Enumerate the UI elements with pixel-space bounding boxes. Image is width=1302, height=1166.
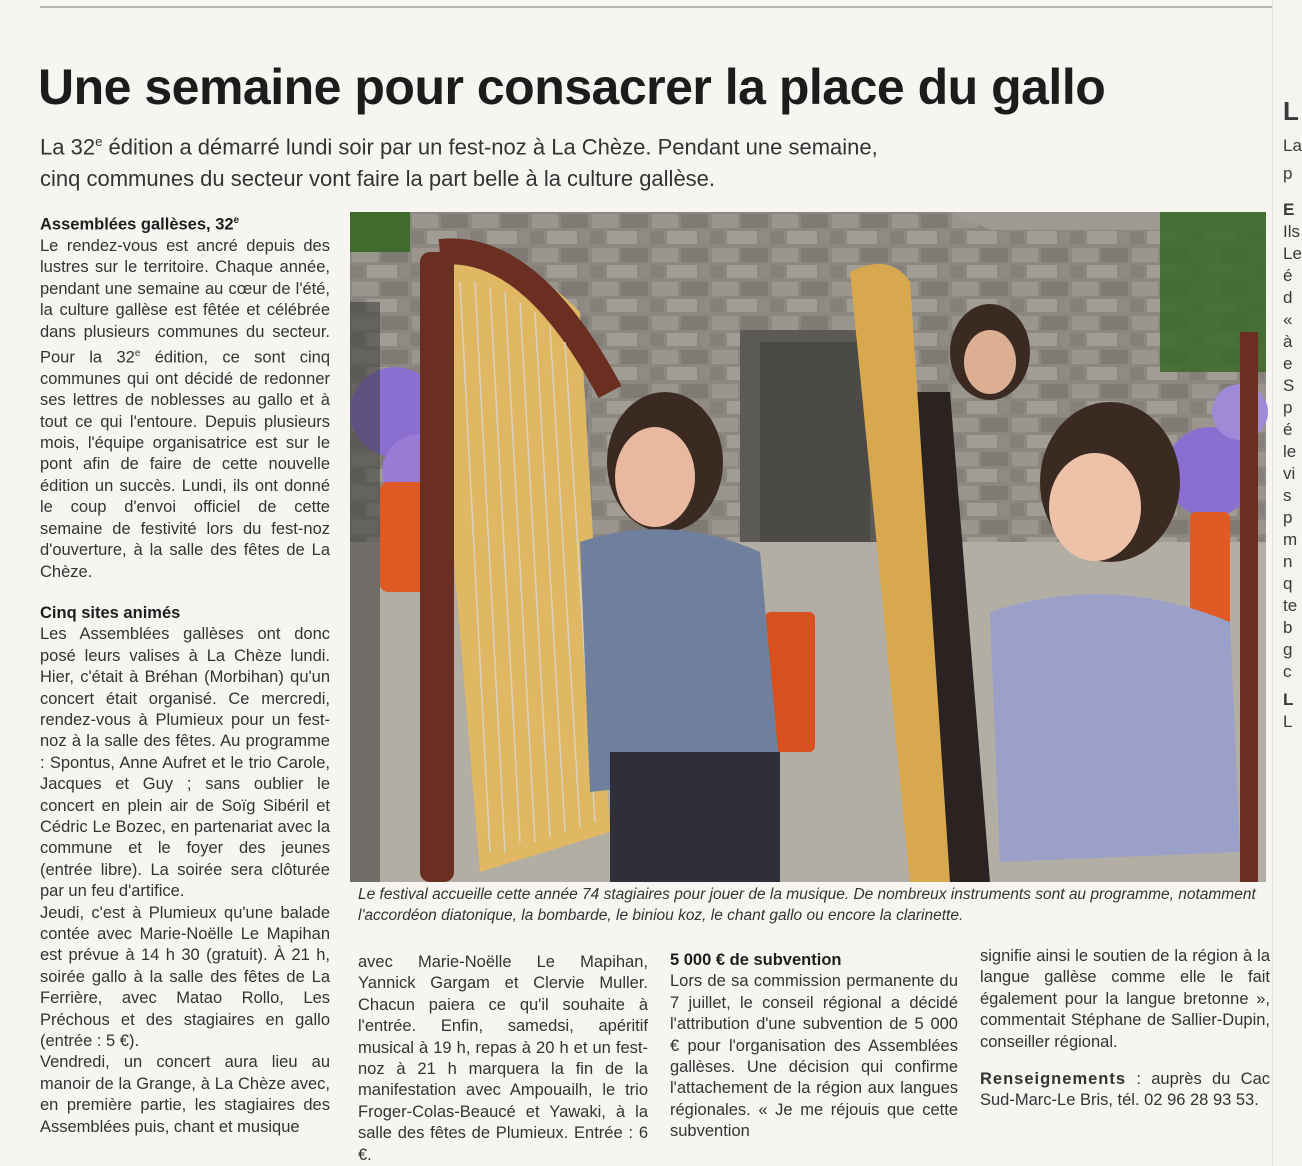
ordinal-suffix: e: [95, 134, 103, 149]
ordinal-suffix: e: [233, 215, 240, 226]
section-heading: Cinq sites animés: [40, 603, 181, 622]
body-paragraph: Vendredi, un concert aura lieu au manoir de la Grange, à La Chèze avec, en première partie, les stagiaires des Assemblées puis, chant et musique: [40, 1053, 330, 1136]
adjacent-fragment: Ils: [1283, 222, 1300, 241]
foliage: [350, 212, 410, 252]
standfirst-text: La 32: [40, 134, 96, 160]
body-paragraph: signifie ainsi le soutien de la région à la langue gallèse comme elle le fait également pour la langue bretonne », commentait Stéphane de Sallier-Dupin, conseiller régional.: [980, 947, 1270, 1051]
adjacent-fragment: g: [1283, 640, 1293, 659]
harpist-face: [1049, 453, 1141, 561]
background-harpist-face: [964, 330, 1016, 394]
contact-label: Renseignements: [980, 1070, 1127, 1089]
adjacent-fragment: s: [1283, 486, 1292, 505]
doorway-shadow: [760, 342, 870, 542]
adjacent-fragment: d: [1283, 288, 1293, 307]
adjacent-fragment: à: [1283, 332, 1293, 351]
adjacent-fragment: E: [1283, 200, 1295, 219]
adjacent-fragment: q: [1283, 574, 1293, 593]
body-paragraph: Lors de sa commission permanente du 7 juillet, le conseil régional a décidé l'attribution d'une subvention de 5 000 € pour l'organisation des Assemblées gallèses. Une décision qui confirme l'attachement de la région aux langues régionales. « Je me réjouis que cette subvention: [670, 972, 958, 1141]
harp-column: [420, 252, 454, 882]
body-text: édition, ce sont cinq communes qui ont décidé de redonner ses lettres de noblesses au gallo et à tout ce qui l'entoure. Depuis plusieurs mois, l'équipe organisatrice est sur le pont afin de faire de cette nouvelle édition un succès. Lundi, ils ont donné le coup d'envoi officiel de cette semaine de festivité lors du fest-noz d'ouverture, à la salle des fêtes de La Chèze.: [40, 348, 330, 581]
adjacent-fragment: L: [1283, 690, 1294, 709]
harpist-trousers: [610, 752, 780, 882]
adjacent-fragment: p: [1283, 508, 1293, 527]
adjacent-fragment: te: [1283, 596, 1298, 615]
adjacent-fragment: n: [1283, 552, 1293, 571]
body-paragraph: Les Assemblées gallèses ont donc posé leurs valises à La Chèze lundi. Hier, c'était à Bréhan (Morbihan) qu'un concert était organisé. Ce mercredi, rendez-vous à Plumieux pour un fest-noz à la salle des fêtes. Au programme : Spontus, Anne Aufret et le trio Carole, Jacques et Guy ; sans oublier le concert en plein air de Soïg Sibéril et Cédric Le Bozec, en partenariat avec la commune et le foyer des jeunes (entrée libre). La soirée sera clôturée par un feu d'artifice.: [40, 625, 330, 901]
standfirst-line: [40, 126, 1040, 163]
section-heading-text: Assemblées gallèses, 32: [40, 215, 234, 234]
article-column-3: [670, 950, 958, 1143]
adjacent-fragment: L: [1283, 712, 1293, 731]
adjacent-fragment: le: [1283, 442, 1297, 461]
body-paragraph: avec Marie-Noëlle Le Mapihan, Yannick Gargam et Clervie Muller. Chacun paiera ce qu'il souhaite à l'entrée. Enfin, samedsi, apéritif musical à 19 h, repas à 20 h et un fest-noz à 21 h marquera la fin de la manifestation avec Ampouailh, le trio Froger-Colas-Beaucé et Yawaki, à la salle des fêtes de Plumieux. Entrée : 6 €.: [358, 953, 648, 1164]
top-rule: [40, 6, 1280, 8]
body-paragraph: [40, 236, 330, 583]
adjacent-fragment: Le: [1283, 244, 1302, 263]
adjacent-fragment: é: [1283, 266, 1293, 285]
adjacent-fragment: L: [1283, 96, 1299, 126]
contact-text: : auprès du Cac Sud-Marc-Le Bris, tél. 02 96 28 93 53.: [980, 1070, 1270, 1110]
harp-pillar: [350, 302, 380, 882]
article-column-1: [40, 210, 330, 1138]
harpist-face: [615, 427, 695, 527]
article-column-4: [980, 946, 1270, 1112]
standfirst-text: édition a démarré lundi soir par un fest-noz à La Chèze. Pendant une semaine,: [102, 134, 878, 160]
adjacent-article-strip: [1272, 0, 1302, 1166]
adjacent-fragment: La: [1283, 136, 1302, 155]
article-photo: [350, 212, 1266, 882]
standfirst-line: cinq communes du secteur vont faire la part belle à la culture gallèse.: [40, 166, 716, 192]
adjacent-fragment: «: [1283, 310, 1293, 329]
adjacent-fragment: c: [1283, 662, 1292, 681]
adjacent-fragment: b: [1283, 618, 1293, 637]
adjacent-fragment: vi: [1283, 464, 1296, 483]
adjacent-fragment: S: [1283, 376, 1295, 395]
section-heading: 5 000 € de subvention: [670, 951, 842, 969]
body-text: Le rendez-vous est ancré depuis des lustres sur le territoire. Chaque année, pendant une semaine au cœur de l'été, la culture gallèse est fêtée et célébrée dans plusieurs communes du secteur. Pour la 32: [40, 236, 330, 367]
harpist-shirt: [990, 594, 1240, 862]
headline: Une semaine pour consacrer la place du gallo: [38, 59, 1106, 115]
adjacent-fragment: e: [1283, 354, 1293, 373]
body-paragraph: Jeudi, c'est à Plumieux qu'une balade contée avec Marie-Noëlle Le Mapihan est prévue à 14 h 30 (gratuit). À 21 h, soirée gallo à la salle des fêtes de La Ferrière, avec Matao Rollo, Les Préchous et des stagiaires en gallo (entrée : 5 €).: [40, 903, 330, 1051]
adjacent-fragment: é: [1283, 420, 1293, 439]
adjacent-fragment: p: [1283, 164, 1293, 183]
article-column-2: [358, 952, 648, 1166]
adjacent-fragment: p: [1283, 398, 1293, 417]
harpists-illustration: [350, 212, 1266, 882]
section-heading: [40, 210, 330, 236]
contact-info: [980, 1069, 1270, 1112]
adjacent-fragment: m: [1283, 530, 1298, 549]
photo-caption: Le festival accueille cette année 74 stagiaires pour jouer de la musique. De nombreux instruments sont au programme, notamment l'accordéon diatonique, la bombarde, le biniou koz, le chant gallo ou encore la clarinette.: [358, 886, 1256, 924]
harp-column: [1240, 332, 1258, 882]
standfirst: [40, 126, 1040, 195]
ordinal-suffix: e: [134, 347, 141, 359]
